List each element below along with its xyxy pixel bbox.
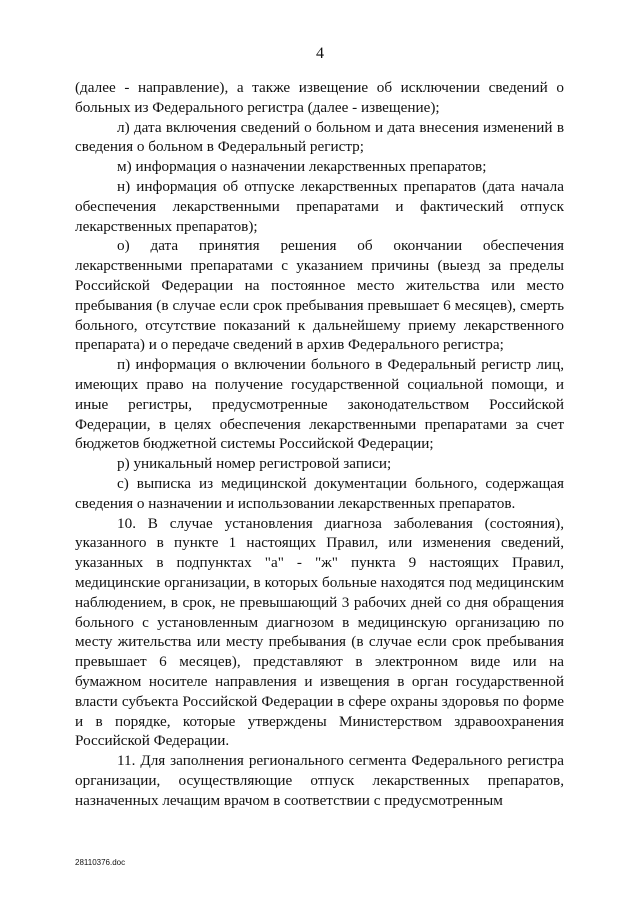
paragraph-8: 10. В случае установления диагноза заболевания (состояния), указанного в пункте 1 настоящих Правил, или изменения сведений, указанных в подпунктах "а" - "ж" пункта 9 настоящих Правил, медицинские организации, в которых больные находятся под медицинским наблюдением, в срок, не превышающий 3 рабочих дней со дня обращения больного с установленным диагнозом в медицинскую организацию по месту жительства или месту пребывания (в случае если срок пребывания превышает 6 месяцев), представляют в электронном виде или на бумажном носителе направления и извещения в орган государственной власти субъекта Российской Федерации в сфере охраны здоровья по форме и в порядке, которые утверждены Министерством здравоохранения Российской Федерации. <box>75 514 564 750</box>
document-filename: 28110376.doc <box>75 858 126 867</box>
paragraph-4: о) дата принятия решения об окончании обеспечения лекарственными препаратами с указанием причины (выезд за пределы Российской Федерации на постоянное место жительства или место пребывания (в случае если срок пребывания превышает 6 месяцев), смерть больного, отсутствие показаний к дальнейшему приему лекарственного препарата) и о передаче сведений в архив Федерального регистра; <box>75 237 564 354</box>
paragraph-6: р) уникальный номер регистровой записи; <box>117 455 392 473</box>
paragraph-9: 11. Для заполнения регионального сегмента Федерального регистра организации, осуществляющие отпуск лекарственных препаратов, назначенных лечащим врачом в соответствии с предусмотренным <box>75 752 564 809</box>
page-number: 4 <box>316 45 324 62</box>
paragraph-2: м) информация о назначении лекарственных препаратов; <box>117 158 487 176</box>
document-body <box>75 78 564 810</box>
paragraph-1: л) дата включения сведений о больном и дата внесения изменений в сведения о больном в Федеральный регистр; <box>75 118 564 156</box>
paragraph-7: с) выписка из медицинской документации больного, содержащая сведения о назначении и использовании лекарственных препаратов. <box>75 474 564 512</box>
paragraph-0: (далее - направление), а также извещение об исключении сведений о больных из Федерального регистра (далее - извещение); <box>75 79 564 116</box>
paragraph-3: н) информация об отпуске лекарственных препаратов (дата начала обеспечения лекарственными препаратами и фактический отпуск лекарственных препаратов); <box>75 177 564 235</box>
paragraph-5: п) информация о включении больного в Федеральный регистр лиц, имеющих право на получение государственной социальной помощи, и иные регистры, предусмотренные законодательством Российской Федерации, в целях обеспечения лекарственными препаратами за счет бюджетов бюджетной системы Российской Федерации; <box>75 356 564 453</box>
